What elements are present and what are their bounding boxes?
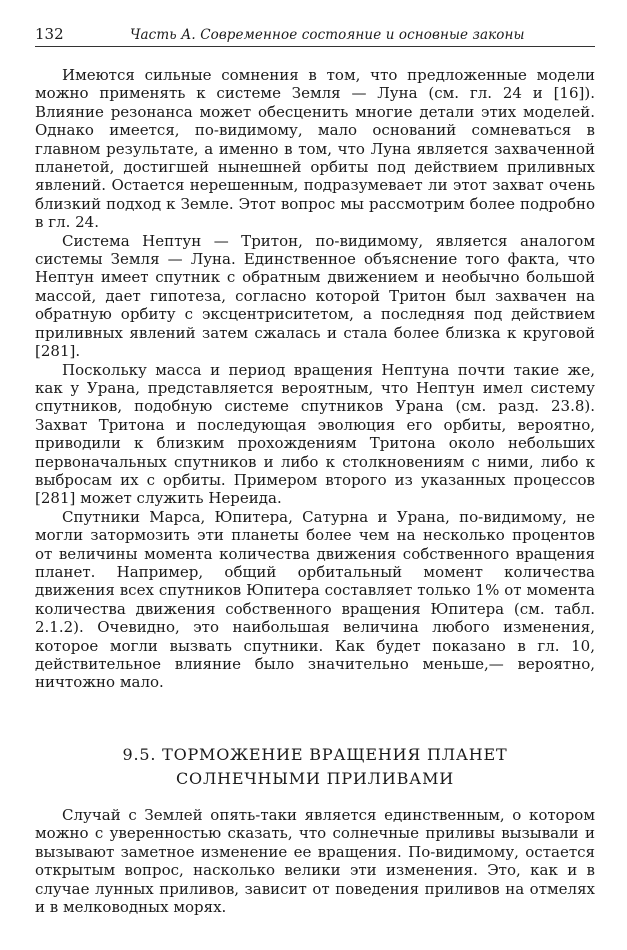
page-number: 132 — [35, 25, 64, 43]
running-header-title: Часть А. Современное состояние и основные законы — [130, 27, 525, 43]
paragraph-earth-moon-models: Имеются сильные сомнения в том, что предложенные модели можно применять к системе Земля — Луна (см. гл. 24 и [16]). Влияние резонанса может обесценить многие детали этих моделей. Однако имеется, по-видимому, мало оснований сомневаться в главном результате, а именно в том, что Луна является захваченной планетой, достигшей нынешней орбиты под действием приливных явлений. Остается нерешенным, подразумевает ли этот захват очень близкий подход к Земле. Этот вопрос мы рассмотрим более подробно в гл. 24. — [35, 66, 595, 232]
body-text — [35, 66, 595, 692]
section-heading — [35, 743, 595, 791]
section-heading-line-2: СОЛНЕЧНЫМИ ПРИЛИВАМИ — [175, 769, 454, 788]
header-rule — [35, 46, 595, 47]
paragraph-solar-tides: Случай с Землей опять-таки является единственным, о котором можно с уверенностью сказать, что солнечные приливы вызывали и вызывают заметное изменение ее вращения. По-видимому, остается открытым вопрос, насколько велики эти изменения. Это, как и в случае лунных приливов, зависит от поведения приливов на отмелях и в мелководных морях. — [35, 806, 595, 917]
paragraph-satellite-braking: Спутники Марса, Юпитера, Сатурна и Урана, по-видимому, не могли затормозить эти планеты более чем на несколько процентов от величины момента количества движения собственного вращения планет. Например, общий орбитальный момент количества движения всех спутников Юпитера составляет только 1% от момента количества движения собственного вращения Юпитера (см. табл. 2.1.2). Очевидно, это наибольшая величина любого изменения, которое могли вызвать спутники. Как будет показано в гл. 10, действительное влияние было значительно меньше,— вероятно, ничтожно мало. — [35, 507, 595, 692]
section-heading-line-1: 9.5. ТОРМОЖЕНИЕ ВРАЩЕНИЯ ПЛАНЕТ — [122, 745, 508, 764]
paragraph-neptune-triton: Система Нептун — Тритон, по-видимому, является аналогом системы Земля — Луна. Единственное объяснение того факта, что Нептун имеет спутник с обратным движением и необычно большой массой, дает гипотеза, согласно которой Тритон был захвачен на обратную орбиту с эксцентриситетом, а последняя под действием приливных явлений затем сжалась и стала более близка к круговой [281]. — [35, 231, 595, 361]
running-header — [35, 24, 595, 48]
paragraph-neptune-satellites: Поскольку масса и период вращения Нептуна почти такие же, как у Урана, представляется вероятным, что Нептун имел систему спутников, подобную системе спутников Урана (см. разд. 23.8). Захват Тритона и последующая эволюция его орбиты, вероятно, приводили к близким прохождениям Тритона около небольших первоначальных спутников и либо к столкновениям с ними, либо к выбросам их с орбиты. Примером второго из указанных процессов [281] может служить Нереида. — [35, 360, 595, 508]
section-body — [35, 806, 595, 916]
